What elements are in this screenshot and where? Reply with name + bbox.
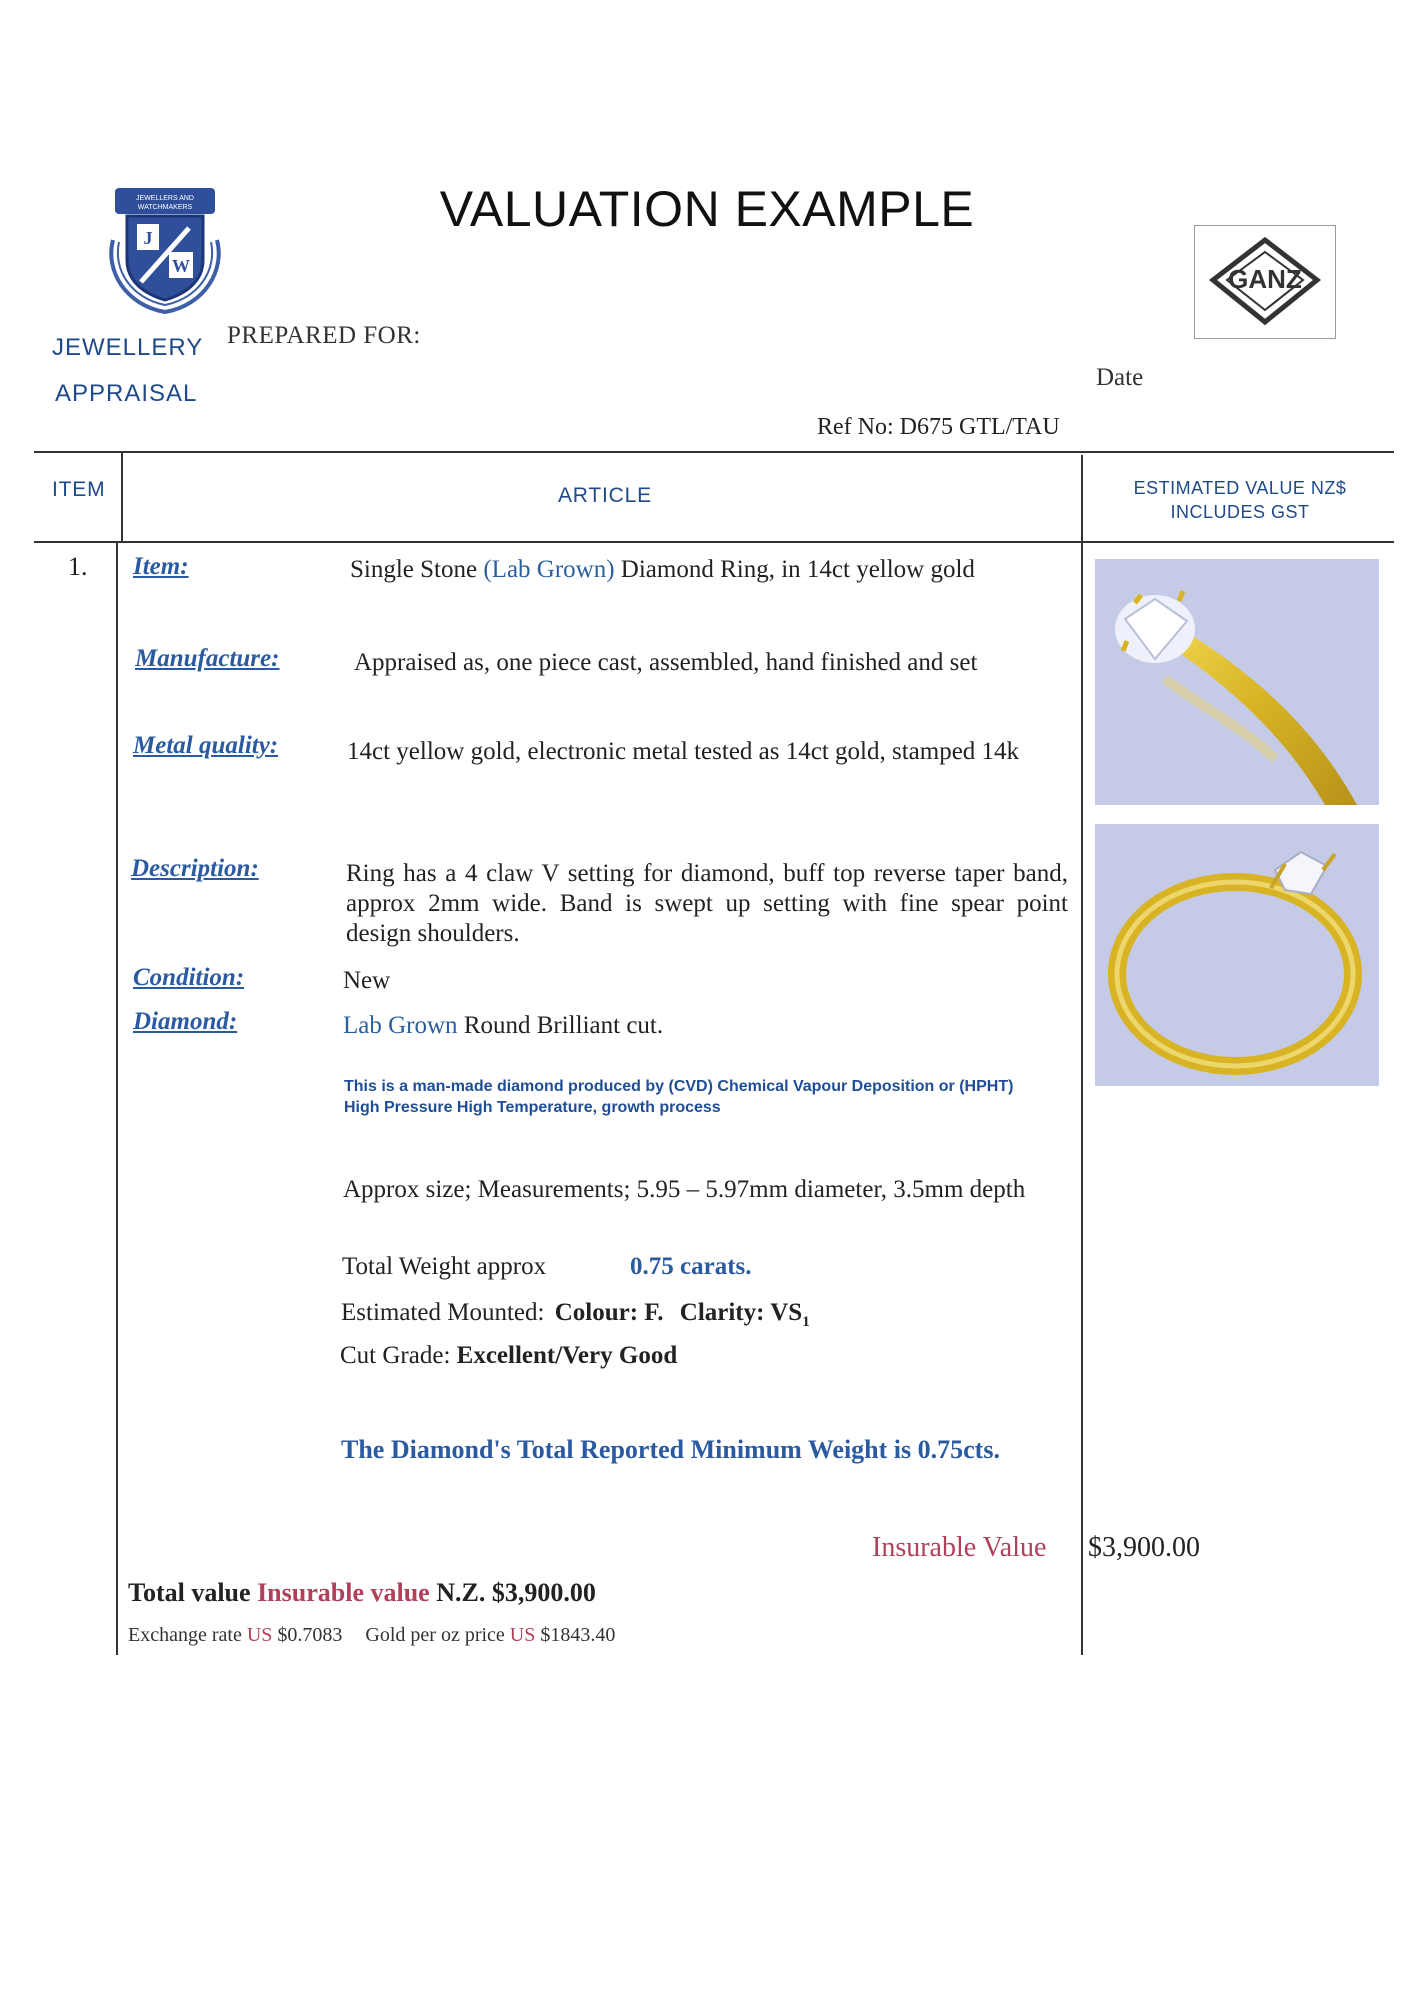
- item-column-divider-header: [121, 451, 123, 541]
- minimum-weight-statement: The Diamond's Total Reported Minimum Weight is 0.75cts.: [341, 1435, 1000, 1464]
- ring-side-view-image: [1095, 824, 1379, 1086]
- mounted-grade: [341, 1298, 810, 1337]
- description-value: Ring has a 4 claw V setting for diamond, buff top reverse taper band, approx 2mm wide. Band is swept up setting with fine spear point design shoulders.: [346, 860, 1068, 947]
- column-header-item: ITEM: [52, 478, 106, 501]
- table-header-rule: [34, 541, 1394, 543]
- colour-grade: Colour: F.: [554, 1299, 664, 1326]
- svg-text:GANZ: GANZ: [1228, 264, 1302, 294]
- svg-text:W: W: [172, 256, 190, 276]
- table-top-rule: [34, 451, 1394, 453]
- metal-quality-value: 14ct yellow gold, electronic metal tested as 14ct gold, stamped 14k: [347, 738, 1020, 765]
- cut-grade: [340, 1341, 677, 1371]
- description-label: Description:: [131, 855, 259, 882]
- metal-quality-label: Metal quality:: [133, 732, 279, 759]
- gold-label: Gold per oz price: [365, 1624, 510, 1646]
- date-label: Date: [1096, 364, 1144, 391]
- item-label: Item:: [133, 553, 189, 580]
- exchange-value: $0.7083: [272, 1624, 343, 1646]
- manufacture-label: Manufacture:: [135, 645, 280, 672]
- shield-icon: [105, 180, 225, 320]
- ring-top-view-image: [1095, 559, 1379, 805]
- svg-text:J: J: [143, 228, 153, 248]
- diamond-value-lab-grown: Lab Grown: [343, 1012, 458, 1039]
- item-column-divider: [116, 543, 118, 1655]
- total-value-prefix: Total value: [128, 1578, 258, 1607]
- condition-label: Condition:: [133, 964, 245, 991]
- total-value-insurable: Insurable value: [257, 1578, 430, 1607]
- gold-value: $1843.40: [535, 1624, 616, 1646]
- insurable-value-amount: $3,900.00: [1088, 1532, 1200, 1563]
- item-value-lab-grown: (Lab Grown): [483, 556, 615, 583]
- ring-photo-top: [1095, 559, 1379, 805]
- column-header-value-line1: ESTIMATED VALUE NZ$: [1133, 478, 1347, 498]
- cut-value: Excellent/Very Good: [456, 1342, 678, 1369]
- mounted-label: Estimated Mounted:: [341, 1299, 545, 1326]
- exchange-line: [128, 1624, 615, 1647]
- clarity-grade: Clarity: VS: [679, 1299, 803, 1326]
- column-header-value: [1090, 476, 1390, 524]
- appraisal-label: APPRAISAL: [55, 380, 198, 407]
- diamond-label: Diamond:: [133, 1008, 238, 1035]
- diamond-value: [343, 1011, 663, 1041]
- diamond-value-post: Round Brilliant cut.: [457, 1012, 664, 1039]
- svg-text:WATCHMAKERS: WATCHMAKERS: [137, 204, 193, 211]
- page-title: VALUATION EXAMPLE: [439, 181, 975, 237]
- total-weight-value: 0.75 carats.: [630, 1253, 752, 1280]
- column-header-value-line2: INCLUDES GST: [1170, 502, 1310, 522]
- diamond-logo-icon: [1195, 226, 1335, 338]
- exchange-currency: US: [246, 1624, 273, 1646]
- manufacture-value: Appraised as, one piece cast, assembled, hand finished and set: [354, 649, 978, 676]
- prepared-for-label: PREPARED FOR:: [227, 322, 421, 349]
- total-weight-label: Total Weight approx: [342, 1253, 547, 1280]
- item-number: 1.: [68, 552, 88, 581]
- ganz-logo: [1194, 225, 1336, 339]
- item-value-pre: Single Stone: [350, 556, 484, 583]
- item-value-post: Diamond Ring, in 14ct yellow gold: [614, 556, 975, 583]
- insurable-value-label: Insurable Value: [872, 1532, 1047, 1563]
- association-crest: [105, 180, 225, 320]
- reference-number: Ref No: D675 GTL/TAU: [817, 414, 1060, 440]
- clarity-subscript: 1: [802, 1314, 810, 1330]
- total-value-line: [128, 1578, 596, 1608]
- cut-label: Cut Grade:: [340, 1342, 451, 1369]
- item-value: [350, 555, 1060, 585]
- diamond-note: This is a man-made diamond produced by (CVD) Chemical Vapour Deposition or (HPHT) High Pressure High Temperature, growth process: [344, 1078, 1014, 1116]
- ring-photo-side: [1095, 824, 1379, 1086]
- column-header-article: ARTICLE: [558, 484, 652, 507]
- total-value-amount: N.Z. $3,900.00: [429, 1578, 596, 1607]
- value-column-divider: [1081, 455, 1083, 1655]
- gold-currency: US: [509, 1624, 536, 1646]
- approx-size: Approx size; Measurements; 5.95 – 5.97mm diameter, 3.5mm depth: [343, 1176, 1026, 1203]
- svg-text:JEWELLERS AND: JEWELLERS AND: [136, 195, 194, 202]
- exchange-label: Exchange rate: [128, 1624, 247, 1646]
- jewellery-label: JEWELLERY: [52, 334, 204, 361]
- condition-value: New: [343, 967, 391, 994]
